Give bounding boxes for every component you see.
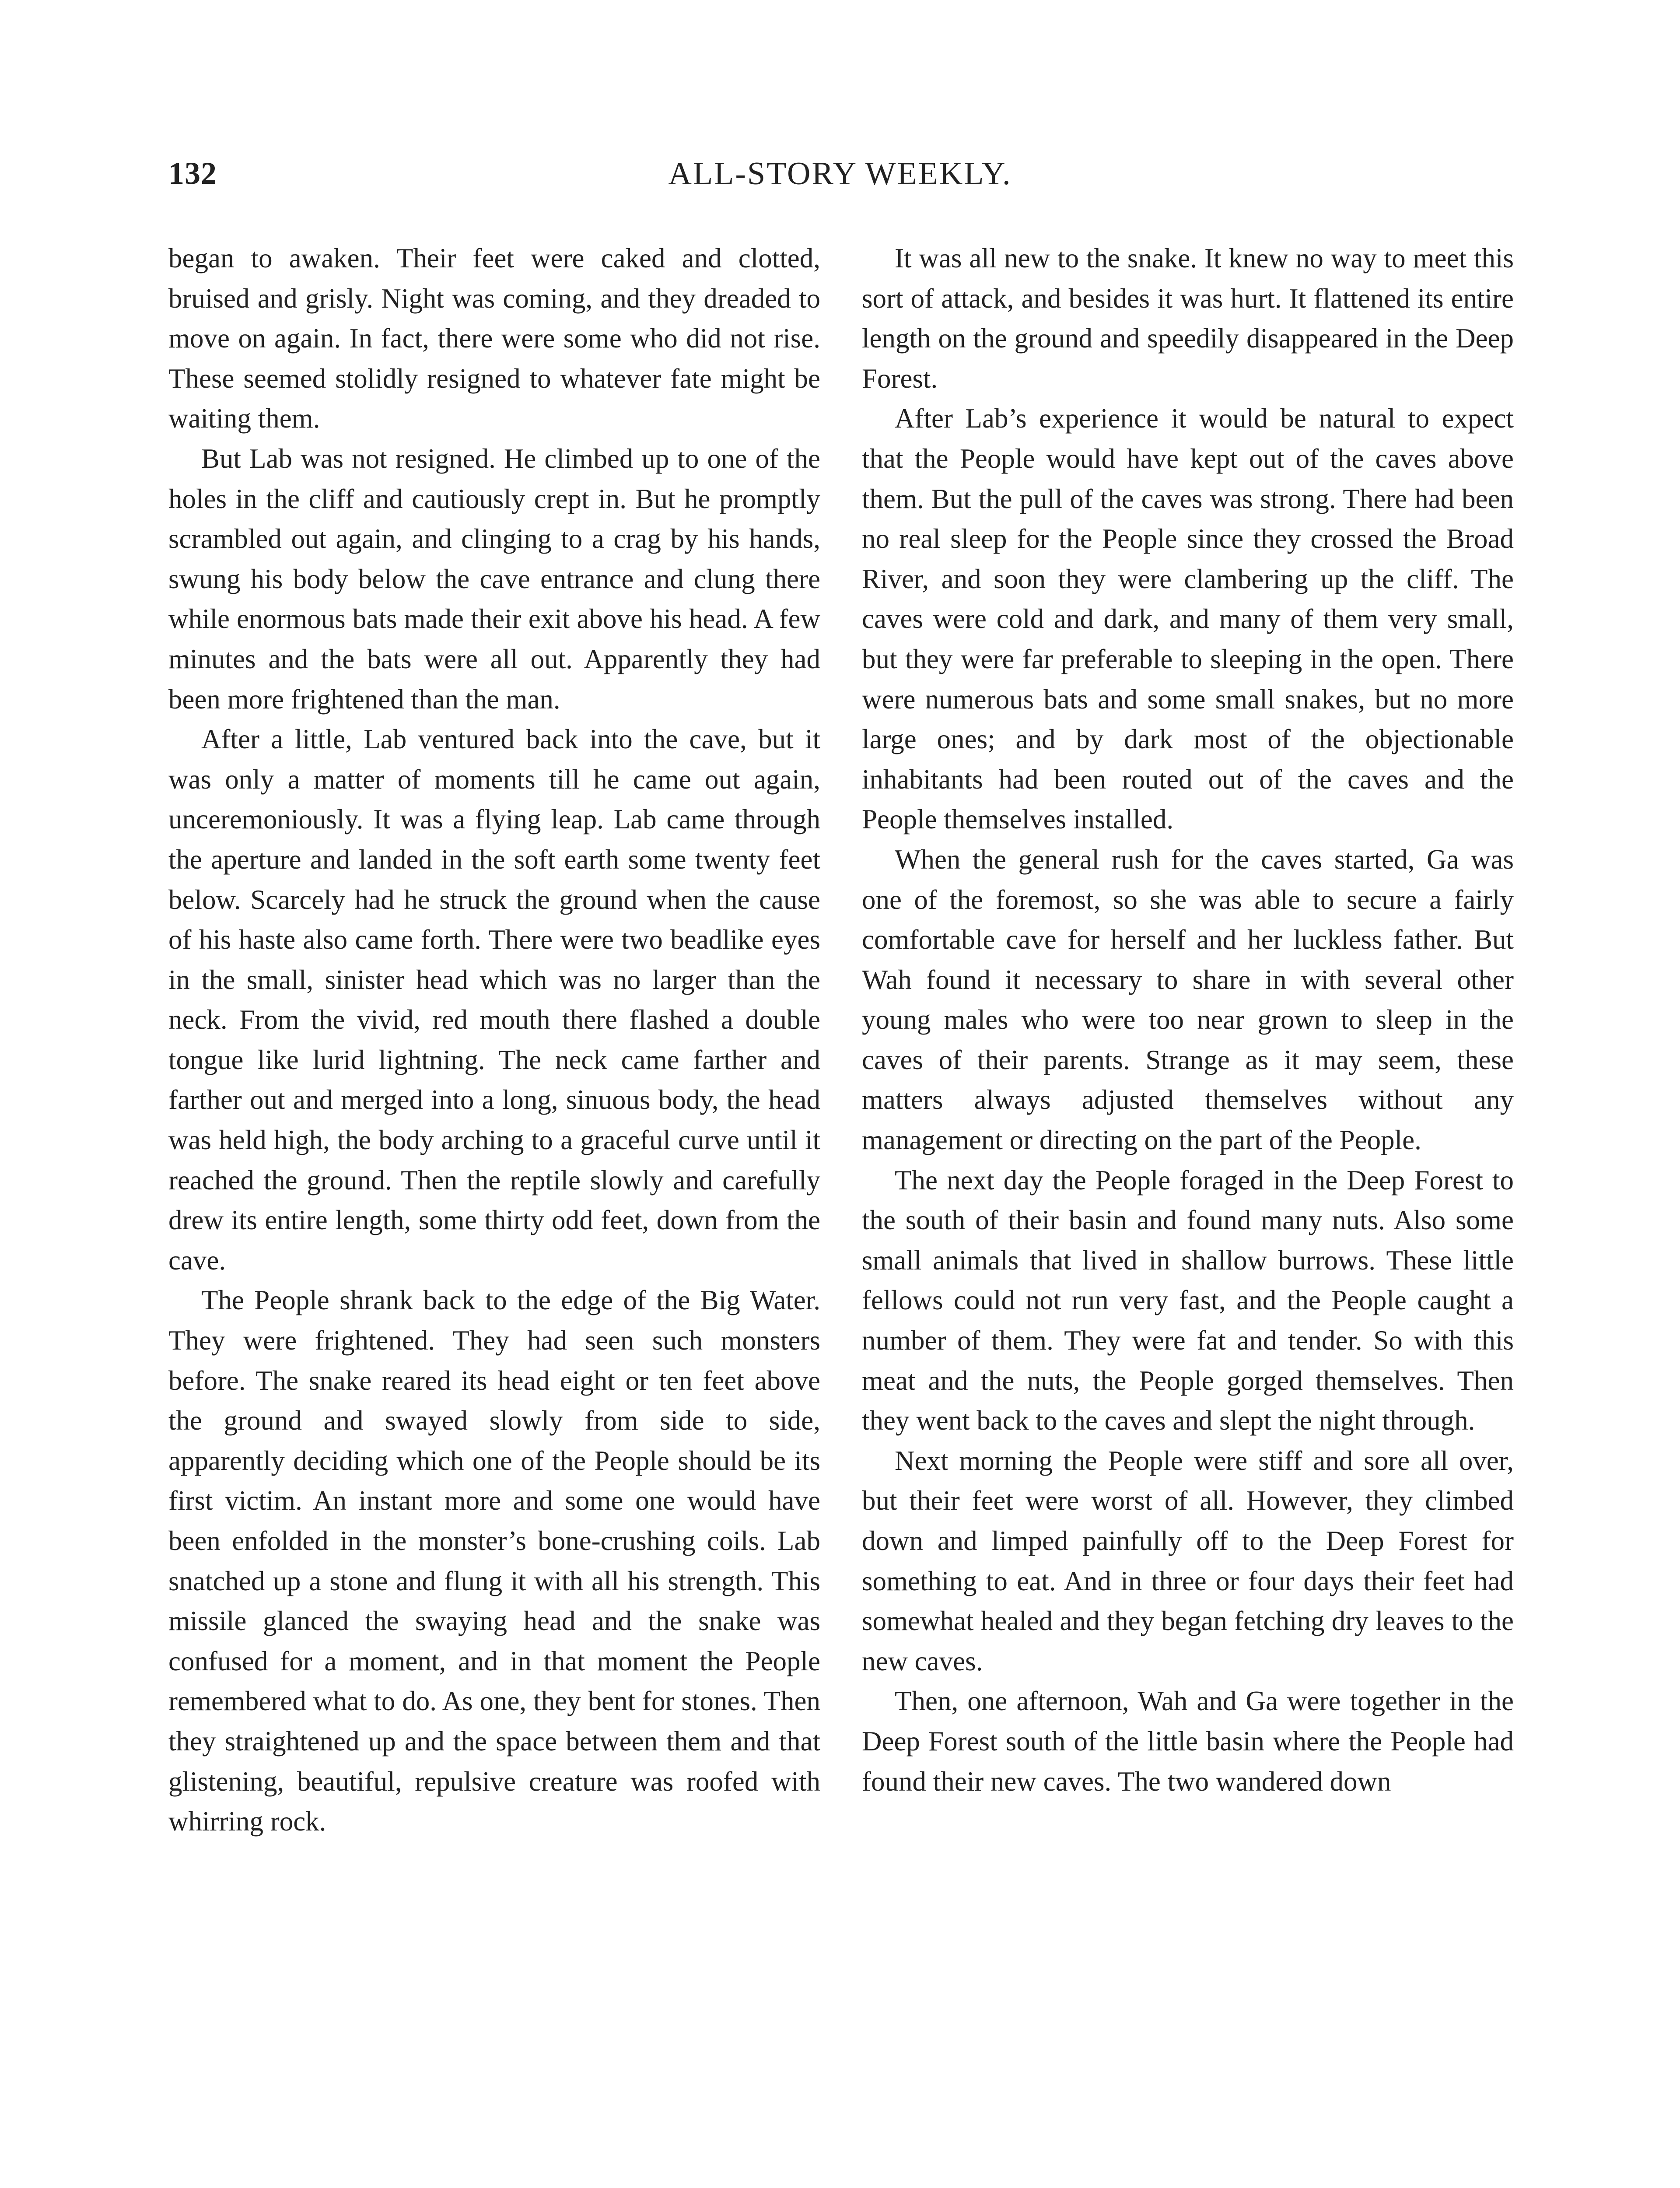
paragraph: After Lab’s experience it would be natural to expect that the People would have kept out of the caves above them. But the pull of the caves was strong. There had been no real sleep for the People since they crossed the Broad River, and soon they were clambering up the cliff. The caves were cold and dark, and many of them very small, but they were far preferable to sleeping in the open. There were numerous bats and some small snakes, but no more large ones; and by dark most of the objectionable inhabitants had been routed out of the caves and the People themselves installed. — [862, 403, 1514, 835]
paragraph: It was all new to the snake. It knew no way to meet this sort of attack, and besides it was hurt. It flattened its entire length on the ground and speedily disappeared in the Deep Forest. — [862, 243, 1514, 394]
running-title: ALL-STORY WEEKLY. — [668, 156, 1012, 192]
paragraph: After a little, Lab ventured back into the cave, but it was only a matter of moments till he came out again, unceremoniously. It was a flying leap. Lab came through the aperture and landed in the soft earth some twenty feet below. Scarcely had he struck the ground when the cause of his haste also came forth. There were two beadlike eyes in the small, sinister head which was no larger than the neck. From the vivid, red mouth there flashed a double tongue like lurid lightning. The neck came farther and farther out and merged into a long, sinuous body, the head was held high, the body arching to a graceful curve until it reached the ground. Then the reptile slowly and carefully drew its entire length, some thirty odd feet, down from the cave. — [168, 724, 820, 1276]
left-column — [168, 238, 820, 2188]
page-number: 132 — [168, 156, 217, 191]
paragraph: began to awaken. Their feet were caked and clotted, bruised and grisly. Night was coming, and they dreaded to move on again. In fact, there were some who did not rise. These seemed stolidly resigned to whatever fate might be waiting them. — [168, 243, 820, 434]
paragraph: The People shrank back to the edge of the Big Water. They were frightened. They had seen such monsters before. The snake reared its head eight or ten feet above the ground and swayed slowly from side to side, apparently deciding which one of the People should be its first victim. An instant more and some one would have been enfolded in the monster’s bone-crushing coils. Lab snatched up a stone and flung it with all his strength. This missile glanced the swaying head and the snake was confused for a moment, and in that moment the People remembered what to do. As one, they bent for stones. Then they straightened up and the space between them and that glistening, beautiful, repulsive creature was roofed with whirring rock. — [168, 1285, 820, 1837]
paragraph: When the general rush for the caves started, Ga was one of the foremost, so she was able to secure a fairly comfortable cave for herself and her luckless father. But Wah found it necessary to share in with several other young males who were too near grown to sleep in the caves of their parents. Strange as it may seem, these matters always adjusted themselves without any management or directing on the part of the People. — [862, 844, 1514, 1156]
paragraph: The next day the People foraged in the Deep Forest to the south of their basin and found many nuts. Also some small animals that lived in shallow burrows. These little fellows could not run very fast, and the People caught a number of them. They were fat and tender. So with this meat and the nuts, the People gorged themselves. Then they went back to the caves and slept the night through. — [862, 1164, 1514, 1436]
paragraph: Next morning the People were stiff and sore all over, but their feet were worst of all. However, they climbed down and limped painfully off to the Deep Forest for something to eat. And in three or four days their feet had somewhat healed and they began fetching dry leaves to the new caves. — [862, 1445, 1514, 1676]
text-columns — [168, 238, 1514, 2188]
right-column — [862, 238, 1514, 2188]
paragraph: But Lab was not resigned. He climbed up to one of the holes in the cliff and cautiously crept in. But he promptly scrambled out again, and clinging to a crag by his hands, swung his body below the cave entrance and clung there while enormous bats made their exit above his head. A few minutes and the bats were all out. Apparently they had been more frightened than the man. — [168, 443, 820, 715]
paragraph: Then, one afternoon, Wah and Ga were together in the Deep Forest south of the little basin where the People had found their new caves. The two wandered down — [862, 1686, 1514, 1797]
